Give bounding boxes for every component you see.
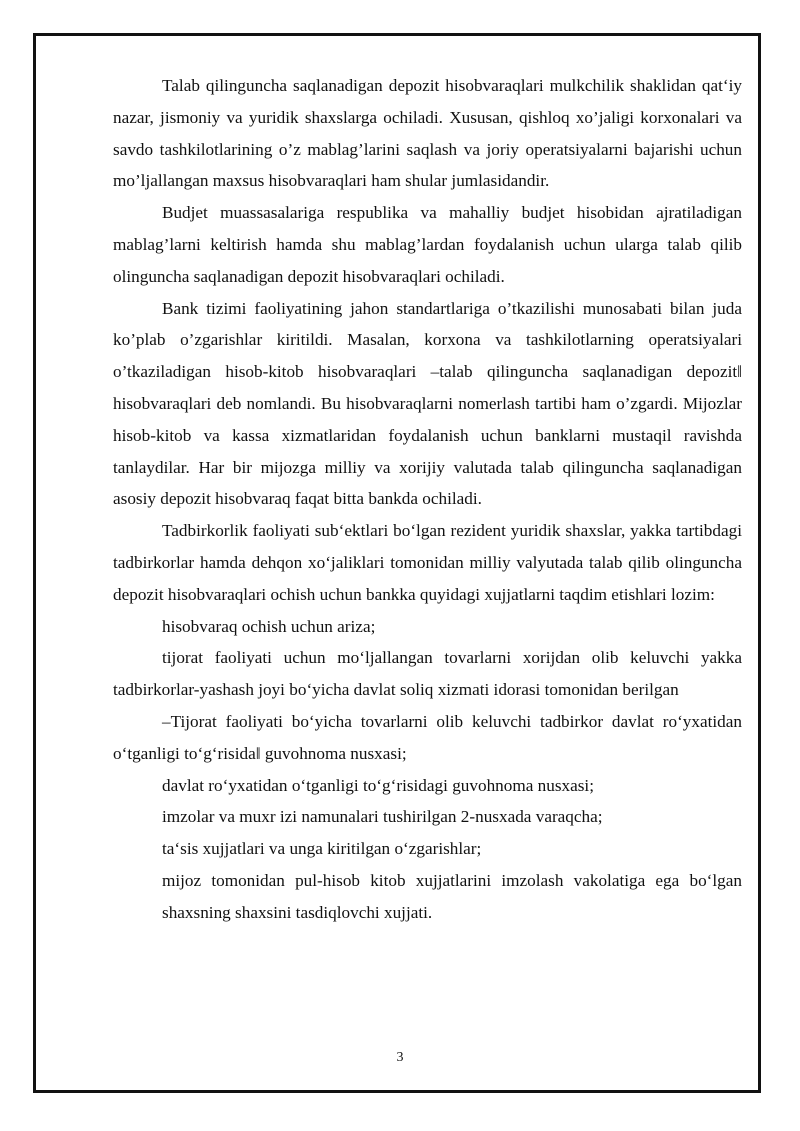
document-body bbox=[113, 70, 742, 929]
paragraph-required-documents: Tadbirkorlik faoliyati sub‘ektlari bo‘lgan rezident yuridik shaxslar, yakka tartibdagi tadbirkorlar hamda dehqon xo‘jaliklari tomonidan milliy valyutada talab qilib olinguncha depozit hisobvaraqlari ochish uchun bankka quyidagi xujjatlarni taqdim etishlari lozim: bbox=[113, 521, 742, 604]
list-item-application: hisobvaraq ochish uchun ariza; bbox=[162, 616, 376, 636]
paragraph-deposit-accounts: Talab qilinguncha saqlanadigan depozit hisobvaraqlari mulkchilik shaklidan qat‘iy nazar, jismoniy va yuridik shaxslarga ochiladi. Xususan, qishloq xo’jaligi korxonalari va savdo tashkilotlarining o’z mablag’larini saqlash va joriy operatsiyalarni bajarishi uchun mo’ljallangan maxsus hisobvaraqlari ham shular jumlasidandir. bbox=[113, 76, 742, 191]
list-item-signature-card: imzolar va muxr izi namunalari tushirilgan 2-nusxada varaqcha; bbox=[162, 807, 603, 827]
list-item-certificate-copy: ‒Tijorat faoliyati bo‘yicha tovarlarni olib keluvchi tadbirkor davlat ro‘yxatidan o‘tganligi to‘g‘risida‖ guvohnoma nusxasi; bbox=[113, 711, 742, 763]
list-item-identity-document: mijoz tomonidan pul-hisob kitob xujjatlarini imzolash vakolatiga ega bo‘lgan shaxsning shaxsini tasdiqlovchi xujjati. bbox=[162, 870, 742, 922]
list-item-founding-documents: ta‘sis xujjatlari va unga kiritilgan o‘zgarishlar; bbox=[162, 839, 482, 859]
paragraph-budget-institutions: Budjet muassasalariga respublika va mahalliy budjet hisobidan ajratiladigan mablag’larni keltirish hamda shu mablag’lardan foydalanish uchun ularga talab qilib olinguncha saqlanadigan depozit hisobvaraqlari ochiladi. bbox=[113, 203, 742, 286]
list-item-trade-entrepreneurs: tijorat faoliyati uchun mo‘ljallangan tovarlarni xorijdan olib keluvchi yakka tadbirkorlar-yashash joyi bo‘yicha davlat soliq xizmati idorasi tomonidan berilgan bbox=[113, 648, 742, 700]
list-item-registration-certificate: davlat ro‘yxatidan o‘tganligi to‘g‘risidagi guvohnoma nusxasi; bbox=[162, 775, 594, 795]
page-number: 3 bbox=[396, 1050, 404, 1065]
paragraph-bank-system: Bank tizimi faoliyatining jahon standartlariga o’tkazilishi munosabati bilan juda ko’plab o’zgarishlar kiritildi. Masalan, korxona va tashkilotlarning operatsiyalari o’tkaziladigan hisob-kitob hisobvaraqlari ‒talab qilinguncha saqlanadigan depozit‖ hisobvaraqlari deb nomlandi. Bu hisobvaraqlarni nomerlash tartibi ham o’zgardi. Mijozlar hisob-kitob va kassa xizmatlaridan foydalanish uchun banklarni mustaqil ravishda tanlaydilar. Har bir mijozga milliy va xorijiy valutada talab qilinguncha saqlanadigan asosiy depozit hisobvaraq faqat bitta bankda ochiladi. bbox=[113, 298, 742, 509]
